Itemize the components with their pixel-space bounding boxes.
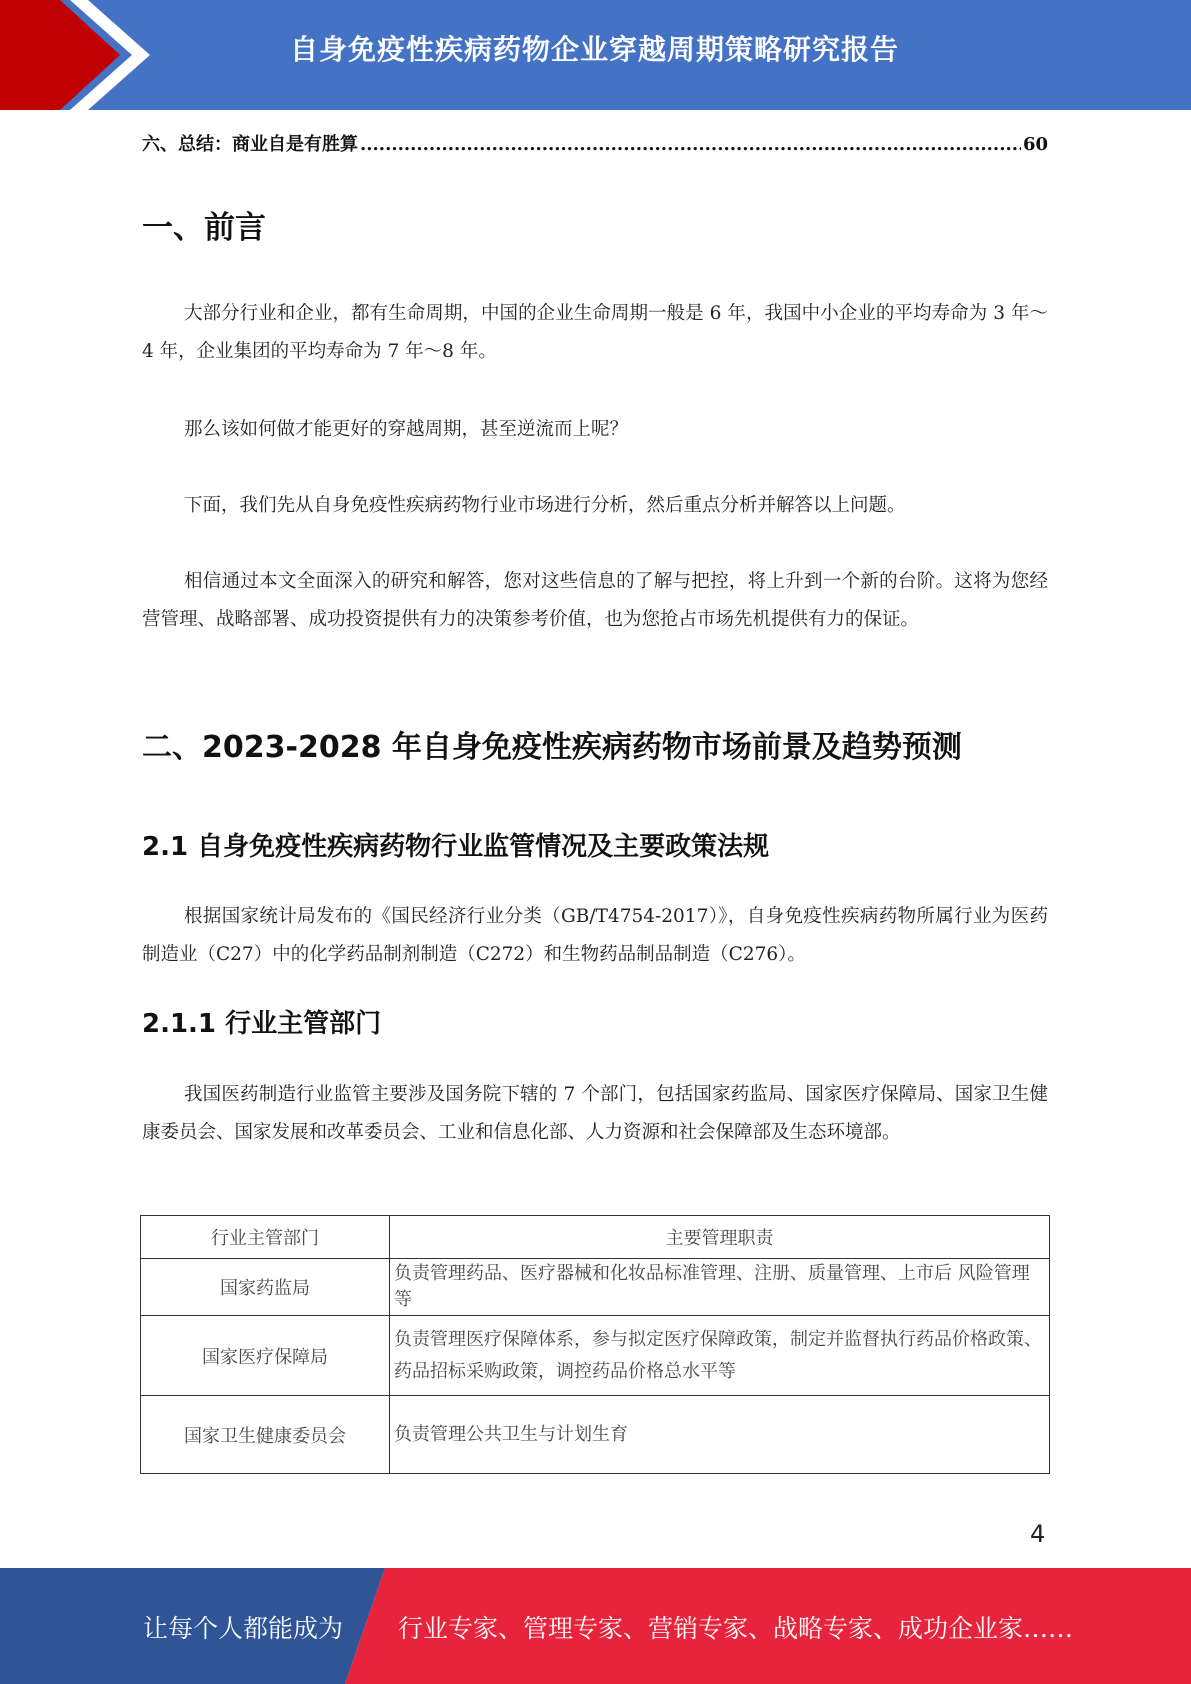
footer-slogan-right: 行业专家、管理专家、营销专家、战略专家、成功企业家…… — [398, 1614, 1074, 1643]
toc-entry-label: 六、总结：商业自是有胜算 — [142, 134, 358, 155]
table-cell-duty: 负责管理医疗保障体系，参与拟定医疗保障政策，制定并监督执行药品价格政策、药品招标采购政策，调控药品价格总水平等 — [390, 1316, 1050, 1396]
paragraph: 根据国家统计局发布的《国民经济行业分类（GB/T4754-2017）》，自身免疫性疾病药物所属行业为医药制造业（C27）中的化学药品制剂制造（C272）和生物药品制品制造（C276）。 — [142, 906, 1048, 965]
table-row — [141, 1259, 1050, 1316]
table-cell-department: 国家药监局 — [141, 1259, 390, 1316]
header-arrow-decoration — [0, 0, 160, 110]
table-row — [141, 1316, 1050, 1396]
subsection-heading-authorities: 2.1.1 行业主管部门 — [142, 1009, 382, 1039]
section-heading-forecast: 二、2023-2028 年自身免疫性疾病药物市场前景及趋势预测 — [142, 730, 962, 765]
toc-entry-page: 60 — [1022, 134, 1048, 155]
report-title: 自身免疫性疾病药物企业穿越周期策略研究报告 — [290, 33, 900, 66]
authorities-table — [140, 1215, 1050, 1474]
page-header — [0, 0, 1191, 110]
table-row — [141, 1396, 1050, 1474]
page-number: 4 — [1030, 1520, 1046, 1548]
paragraph: 下面，我们先从自身免疫性疾病药物行业市场进行分析，然后重点分析并解答以上问题。 — [184, 495, 906, 516]
paragraph: 我国医药制造行业监管主要涉及国务院下辖的 7 个部门，包括国家药监局、国家医疗保障局、国家卫生健康委员会、国家发展和改革委员会、工业和信息化部、人力资源和社会保障部及生态环境部。 — [142, 1084, 1048, 1143]
table-header-cell: 行业主管部门 — [141, 1216, 390, 1259]
table-header-row — [141, 1216, 1050, 1259]
page-footer — [0, 1568, 1191, 1684]
section-heading-preface: 一、前言 — [142, 210, 266, 246]
paragraph: 那么该如何做才能更好的穿越周期，甚至逆流而上呢？ — [184, 419, 629, 440]
table-cell-department: 国家医疗保障局 — [141, 1316, 390, 1396]
table-header-cell: 主要管理职责 — [390, 1216, 1050, 1259]
subsection-heading-regulation: 2.1 自身免疫性疾病药物行业监管情况及主要政策法规 — [142, 832, 770, 862]
table-cell-department: 国家卫生健康委员会 — [141, 1396, 390, 1474]
paragraph: 相信通过本文全面深入的研究和解答，您对这些信息的了解与把控，将上升到一个新的台阶。这将为您经营管理、战略部署、成功投资提供有力的决策参考价值，也为您抢占市场先机提供有力的保证。 — [142, 571, 1048, 630]
toc-leader-dots — [360, 134, 1021, 155]
footer-slogan-left: 让每个人都能成为 — [143, 1614, 344, 1643]
paragraph: 大部分行业和企业，都有生命周期，中国的企业生命周期一般是 6 年，我国中小企业的平均寿命为 3 年～4 年，企业集团的平均寿命为 7 年～8 年。 — [142, 303, 1048, 362]
toc-entry[interactable] — [142, 130, 1048, 156]
table-cell-duty: 负责管理药品、医疗器械和化妆品标准管理、注册、质量管理、上市后 风险管理等 — [390, 1259, 1050, 1316]
table-cell-duty: 负责管理公共卫生与计划生育 — [390, 1396, 1050, 1474]
